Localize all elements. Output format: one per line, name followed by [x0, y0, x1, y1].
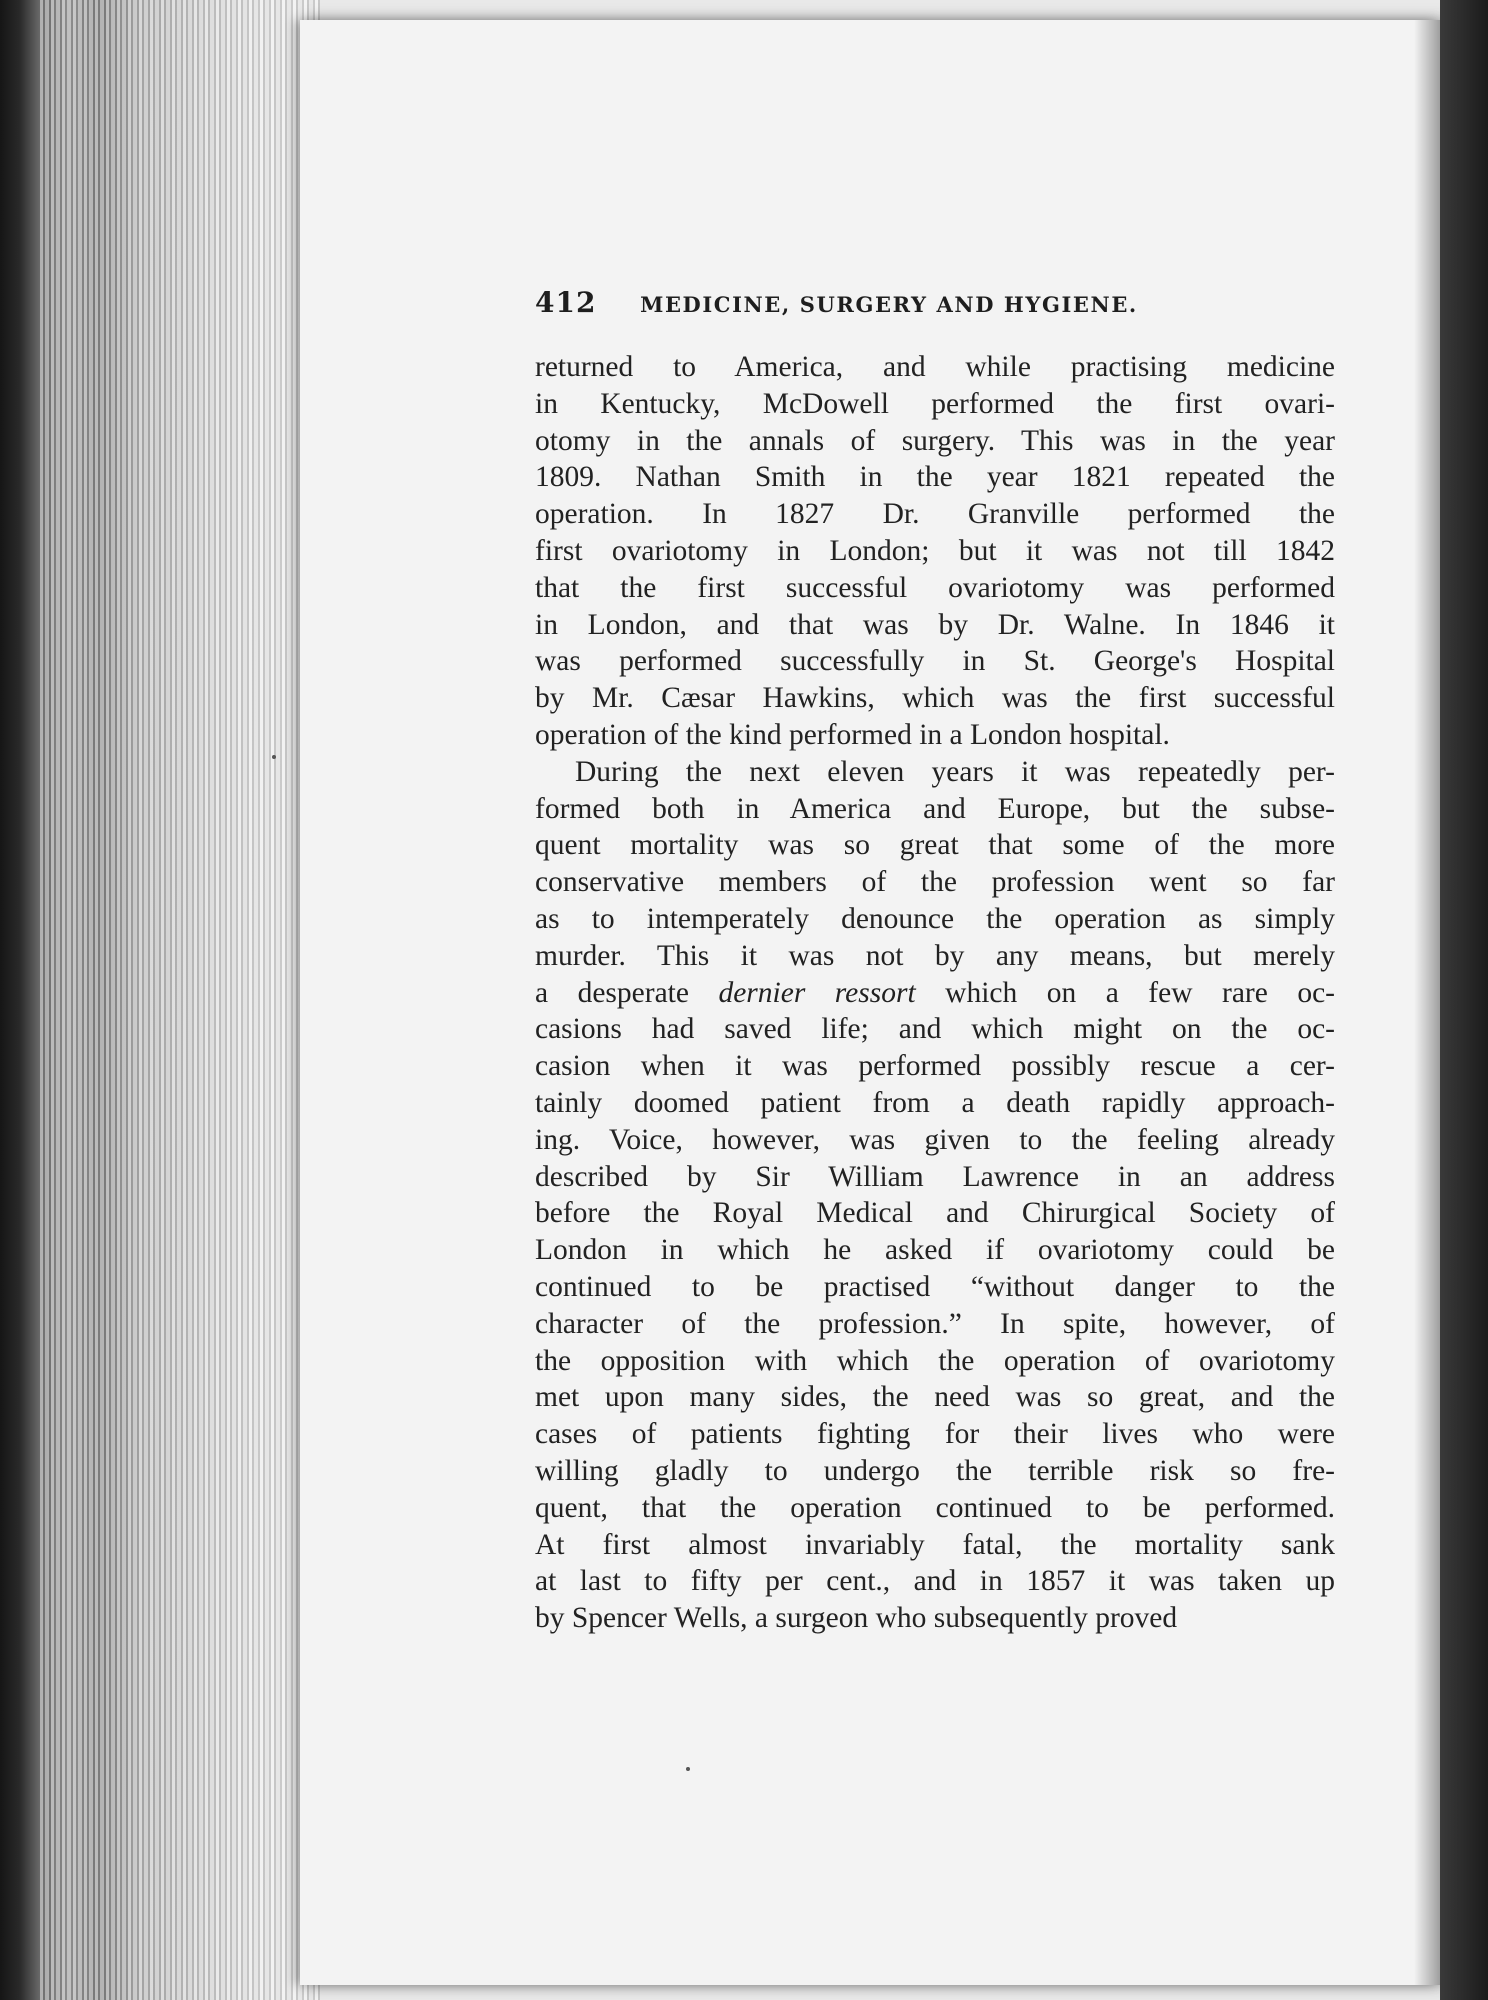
text-line: met upon many sides, the need was so great, and the [535, 1381, 1335, 1414]
page-header [535, 286, 1355, 319]
text-line: in Kentucky, McDowell performed the first ovari- [535, 387, 1335, 420]
text-line: cases of patients fighting for their lives who were [535, 1418, 1335, 1451]
text-line: murder. This it was not by any means, but merely [535, 939, 1335, 972]
text-line: before the Royal Medical and Chirurgical Society of [535, 1197, 1335, 1230]
speck-mark [686, 1767, 690, 1771]
text-line: described by Sir William Lawrence in an address [535, 1160, 1335, 1193]
text-line: willing gladly to undergo the terrible risk so fre- [535, 1454, 1335, 1487]
text-line: that the first successful ovariotomy was performed [535, 571, 1335, 604]
speck-mark [272, 755, 276, 759]
text-line: quent, that the operation continued to be performed. [535, 1491, 1335, 1524]
text-segment: a desperate [535, 976, 719, 1009]
text-line: At first almost invariably fatal, the mortality sank [535, 1528, 1335, 1561]
text-line: was performed successfully in St. George's Hospital [535, 645, 1335, 678]
text-line: formed both in America and Europe, but the subse- [535, 792, 1335, 825]
text-line: London in which he asked if ovariotomy could be [535, 1234, 1335, 1267]
text-line [535, 975, 1335, 1012]
text-line: by Mr. Cæsar Hawkins, which was the first successful [535, 682, 1335, 715]
text-line: conservative members of the profession went so far [535, 866, 1335, 899]
text-line: returned to America, and while practising medicine [535, 351, 1335, 383]
text-line: otomy in the annals of surgery. This was in the year [535, 424, 1335, 457]
stacked-page-edges [40, 0, 320, 2000]
text-line: ing. Voice, however, was given to the feeling already [535, 1123, 1335, 1156]
text-line: casion when it was performed possibly rescue a cer- [535, 1050, 1335, 1083]
text-line: tainly doomed patient from a death rapidly approach- [535, 1086, 1335, 1119]
text-line: in London, and that was by Dr. Walne. In 1846 it [535, 608, 1335, 641]
text-line: as to intemperately denounce the operation as simply [535, 902, 1335, 935]
body-text [535, 349, 1335, 1637]
text-line: During the next eleven years it was repeatedly per- [575, 755, 1335, 788]
text-line: casions had saved life; and which might on the oc- [535, 1013, 1335, 1046]
text-segment: which on a few rare oc- [915, 976, 1335, 1009]
text-line: character of the profession.” In spite, however, of [535, 1307, 1335, 1340]
italic-phrase: dernier ressort [718, 976, 916, 1009]
text-line: quent mortality was so great that some of the more [535, 829, 1335, 862]
running-head: MEDICINE, SURGERY AND HYGIENE. [640, 292, 1138, 317]
gutter-shadow [1414, 20, 1440, 1985]
text-line: the opposition with which the operation of ovariotomy [535, 1344, 1335, 1377]
dark-margin [1440, 0, 1488, 2000]
text-line: 1809. Nathan Smith in the year 1821 repeated the [535, 461, 1335, 494]
text-line: at last to fifty per cent., and in 1857 it was taken up [535, 1565, 1335, 1598]
text-line: first ovariotomy in London; but it was not till 1842 [535, 534, 1335, 567]
text-line: operation. In 1827 Dr. Granville performed the [535, 498, 1335, 531]
text-line: by Spencer Wells, a surgeon who subsequently proved [535, 1602, 1178, 1635]
text-line: continued to be practised “without danger to the [535, 1270, 1335, 1303]
text-line: operation of the kind performed in a London hospital. [535, 718, 1170, 751]
page-number: 412 [535, 286, 597, 319]
